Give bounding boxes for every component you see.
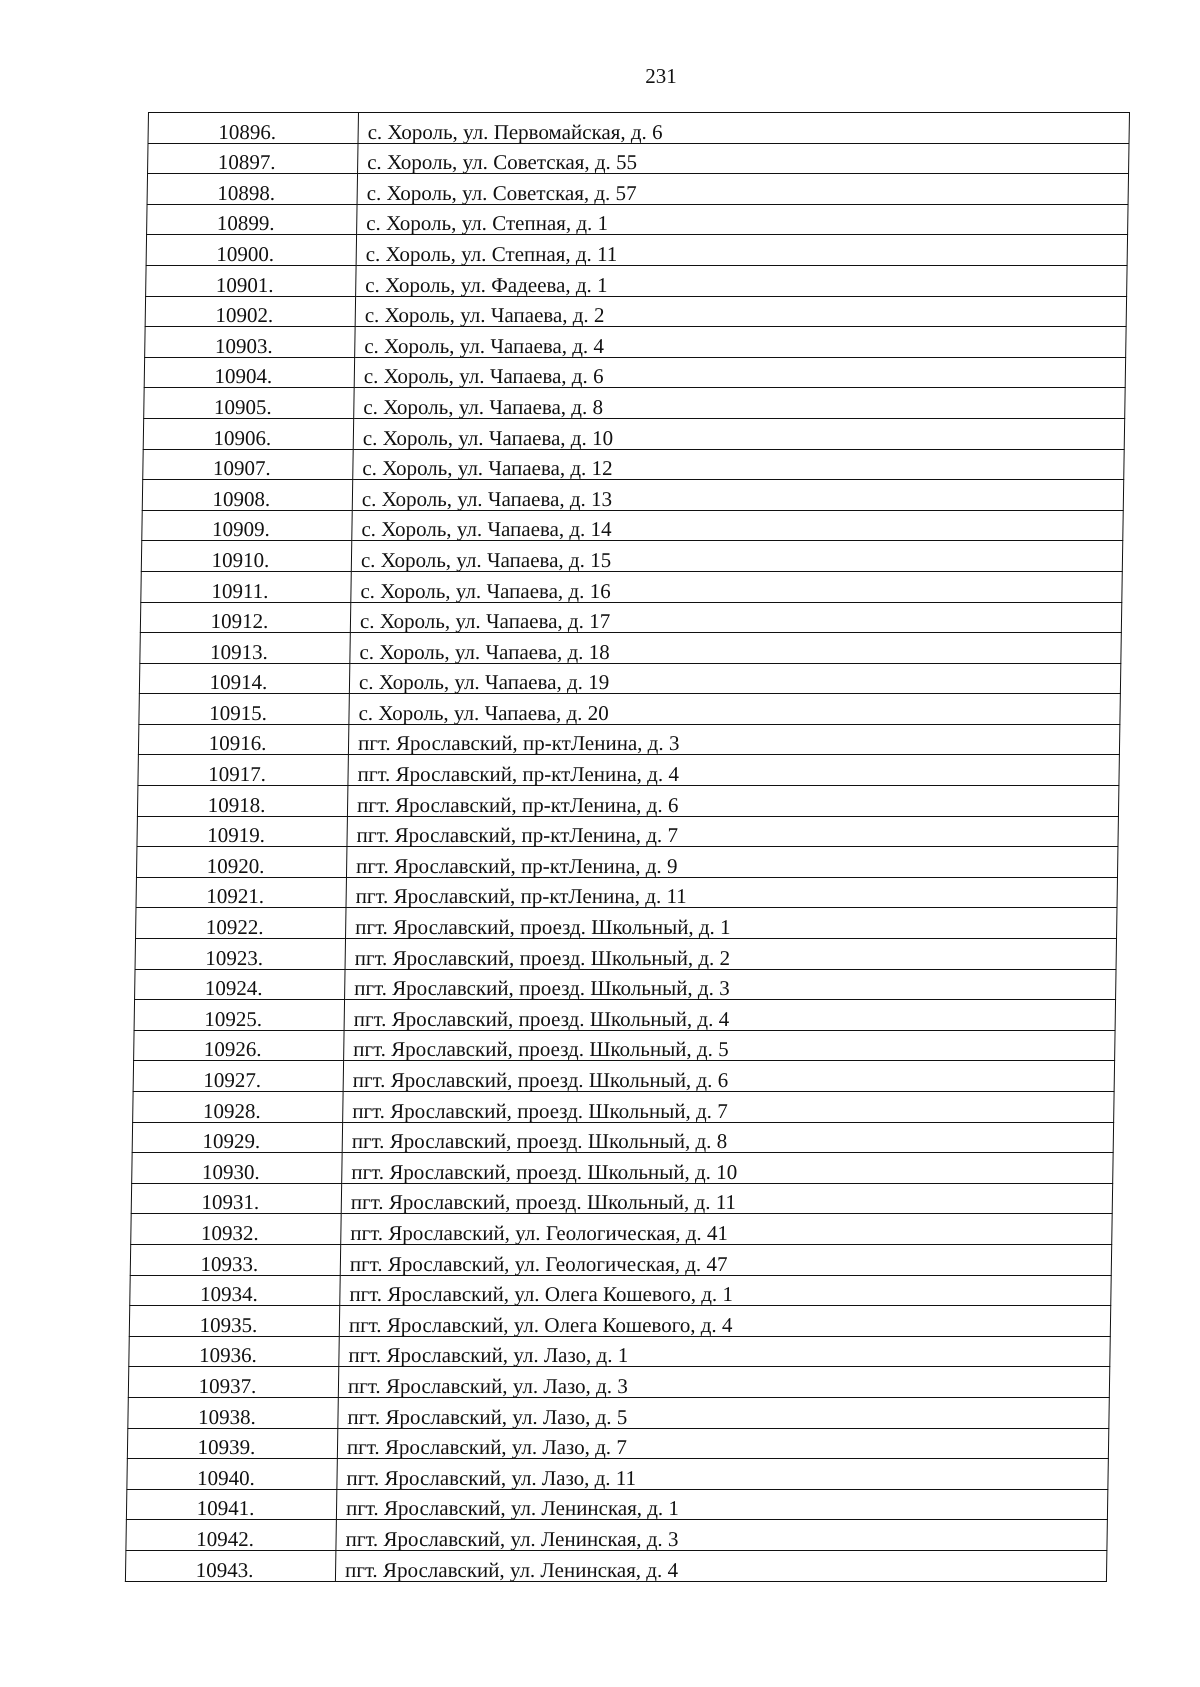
- table-row: [143, 449, 1124, 480]
- row-number: 10940.: [127, 1459, 337, 1490]
- table-row: [126, 1489, 1107, 1520]
- row-number: 10911.: [141, 571, 351, 602]
- row-address: пгт. Ярославский, проезд. Школьный, д. 7: [343, 1092, 1114, 1123]
- row-number: 10908.: [142, 480, 352, 511]
- row-number: 10928.: [133, 1092, 343, 1123]
- row-address: с. Хороль, ул. Чапаева, д. 10: [353, 418, 1124, 449]
- row-address: с. Хороль, ул. Чапаева, д. 18: [350, 633, 1121, 664]
- row-address: пгт. Ярославский, ул. Геологическая, д. 47: [340, 1244, 1111, 1275]
- row-number: 10933.: [130, 1244, 340, 1275]
- table-row: [129, 1336, 1110, 1367]
- row-number: 10897.: [148, 143, 358, 174]
- row-address: с. Хороль, ул. Чапаева, д. 4: [355, 327, 1126, 358]
- row-number: 10934.: [130, 1275, 340, 1306]
- table-row: [131, 1214, 1112, 1245]
- row-number: 10923.: [135, 939, 345, 970]
- row-number: 10938.: [128, 1397, 338, 1428]
- row-address: пгт. Ярославский, пр-ктЛенина, д. 6: [347, 786, 1118, 817]
- table-row: [129, 1306, 1110, 1337]
- row-address: пгт. Ярославский, ул. Лазо, д. 3: [338, 1367, 1109, 1398]
- table-row: [146, 235, 1127, 266]
- row-address: пгт. Ярославский, пр-ктЛенина, д. 11: [346, 877, 1117, 908]
- row-address: с. Хороль, ул. Степная, д. 1: [357, 204, 1128, 235]
- row-address: пгт. Ярославский, проезд. Школьный, д. 10: [342, 1153, 1113, 1184]
- row-address: с. Хороль, ул. Первомайская, д. 6: [358, 113, 1129, 144]
- table-row: [143, 418, 1124, 449]
- table-row: [135, 939, 1116, 970]
- row-address: пгт. Ярославский, пр-ктЛенина, д. 7: [347, 816, 1118, 847]
- row-number: 10903.: [145, 327, 355, 358]
- table-row: [127, 1459, 1108, 1490]
- table-row: [140, 602, 1121, 633]
- row-address: пгт. Ярославский, проезд. Школьный, д. 3: [345, 969, 1116, 1000]
- table-row: [141, 541, 1122, 572]
- row-address: пгт. Ярославский, ул. Лазо, д. 1: [339, 1336, 1110, 1367]
- row-number: 10939.: [127, 1428, 337, 1459]
- row-number: 10925.: [134, 1000, 344, 1031]
- row-number: 10896.: [148, 113, 358, 144]
- table-row: [139, 663, 1120, 694]
- row-number: 10916.: [138, 724, 348, 755]
- row-address: пгт. Ярославский, проезд. Школьный, д. 4: [344, 1000, 1115, 1031]
- table-row: [133, 1092, 1114, 1123]
- table-row: [136, 877, 1117, 908]
- row-number: 10901.: [146, 265, 356, 296]
- row-number: 10913.: [140, 633, 350, 664]
- table-row: [147, 204, 1128, 235]
- table-row: [134, 1030, 1115, 1061]
- row-number: 10941.: [126, 1489, 336, 1520]
- row-number: 10920.: [136, 847, 346, 878]
- table-row: [146, 265, 1127, 296]
- row-number: 10914.: [139, 663, 349, 694]
- table-row: [131, 1183, 1112, 1214]
- row-address: пгт. Ярославский, проезд. Школьный, д. 6: [343, 1061, 1114, 1092]
- row-address: с. Хороль, ул. Чапаева, д. 20: [349, 694, 1120, 725]
- row-number: 10921.: [136, 877, 346, 908]
- row-address: пгт. Ярославский, ул. Олега Кошевого, д. 1: [340, 1275, 1111, 1306]
- table-row: [132, 1153, 1113, 1184]
- table-row: [133, 1061, 1114, 1092]
- row-address: с. Хороль, ул. Советская, д. 57: [357, 174, 1128, 205]
- row-number: 10918.: [137, 786, 347, 817]
- row-number: 10917.: [138, 755, 348, 786]
- row-address: с. Хороль, ул. Чапаева, д. 12: [353, 449, 1124, 480]
- row-address: с. Хороль, ул. Фадеева, д. 1: [356, 265, 1127, 296]
- row-address: с. Хороль, ул. Чапаева, д. 13: [352, 480, 1123, 511]
- row-address: с. Хороль, ул. Степная, д. 11: [356, 235, 1127, 266]
- row-address: пгт. Ярославский, пр-ктЛенина, д. 4: [348, 755, 1119, 786]
- table-row: [136, 847, 1117, 878]
- address-table-body: [125, 113, 1129, 1582]
- table-row: [141, 571, 1122, 602]
- row-number: 10931.: [131, 1183, 341, 1214]
- row-number: 10937.: [128, 1367, 338, 1398]
- table-row: [138, 724, 1119, 755]
- row-address: с. Хороль, ул. Чапаева, д. 2: [355, 296, 1126, 327]
- row-address: с. Хороль, ул. Чапаева, д. 6: [354, 357, 1125, 388]
- row-number: 10927.: [133, 1061, 343, 1092]
- row-address: пгт. Ярославский, ул. Олега Кошевого, д. 4: [339, 1306, 1110, 1337]
- row-address: пгт. Ярославский, ул. Ленинская, д. 3: [336, 1520, 1107, 1551]
- row-address: с. Хороль, ул. Чапаева, д. 17: [350, 602, 1121, 633]
- row-number: 10909.: [142, 510, 352, 541]
- table-row: [140, 633, 1121, 664]
- row-number: 10904.: [144, 357, 354, 388]
- row-number: 10936.: [129, 1336, 339, 1367]
- row-address: с. Хороль, ул. Чапаева, д. 15: [351, 541, 1122, 572]
- row-number: 10915.: [139, 694, 349, 725]
- row-address: пгт. Ярославский, ул. Лазо, д. 11: [337, 1459, 1108, 1490]
- row-address: пгт. Ярославский, проезд. Школьный, д. 2: [345, 939, 1116, 970]
- row-address: пгт. Ярославский, проезд. Школьный, д. 1: [346, 908, 1117, 939]
- table-row: [142, 480, 1123, 511]
- row-address: пгт. Ярославский, пр-ктЛенина, д. 3: [348, 724, 1119, 755]
- table-row: [128, 1397, 1109, 1428]
- table-row: [138, 755, 1119, 786]
- row-number: 10907.: [143, 449, 353, 480]
- row-number: 10898.: [147, 174, 357, 205]
- row-number: 10924.: [135, 969, 345, 1000]
- table-row: [145, 327, 1126, 358]
- table-row: [132, 1122, 1113, 1153]
- row-number: 10926.: [134, 1030, 344, 1061]
- table-row: [135, 969, 1116, 1000]
- row-number: 10912.: [140, 602, 350, 633]
- table-row: [148, 143, 1129, 174]
- row-number: 10905.: [144, 388, 354, 419]
- table-row: [145, 296, 1126, 327]
- table-row: [147, 174, 1128, 205]
- table-row: [142, 510, 1123, 541]
- table-row: [139, 694, 1120, 725]
- table-row: [136, 908, 1117, 939]
- table-row: [128, 1367, 1109, 1398]
- table-row: [144, 388, 1125, 419]
- row-address: пгт. Ярославский, ул. Ленинская, д. 4: [335, 1550, 1106, 1581]
- row-address: пгт. Ярославский, проезд. Школьный, д. 8: [342, 1122, 1113, 1153]
- row-address: пгт. Ярославский, ул. Геологическая, д. 41: [341, 1214, 1112, 1245]
- row-number: 10942.: [126, 1520, 336, 1551]
- row-number: 10902.: [145, 296, 355, 327]
- row-number: 10943.: [125, 1550, 335, 1581]
- table-row: [125, 1550, 1106, 1581]
- row-address: с. Хороль, ул. Чапаева, д. 8: [354, 388, 1125, 419]
- row-address: с. Хороль, ул. Чапаева, д. 14: [352, 510, 1123, 541]
- table-row: [134, 1000, 1115, 1031]
- row-address: пгт. Ярославский, проезд. Школьный, д. 11: [341, 1183, 1112, 1214]
- table-row: [148, 113, 1129, 144]
- table-row: [137, 816, 1118, 847]
- row-number: 10935.: [129, 1306, 339, 1337]
- row-number: 10929.: [132, 1122, 342, 1153]
- row-number: 10930.: [132, 1153, 342, 1184]
- row-address: пгт. Ярославский, ул. Ленинская, д. 1: [336, 1489, 1107, 1520]
- table-row: [144, 357, 1125, 388]
- row-number: 10922.: [136, 908, 346, 939]
- row-address: с. Хороль, ул. Чапаева, д. 16: [351, 571, 1122, 602]
- page-number: 231: [645, 64, 677, 88]
- table-row: [137, 786, 1118, 817]
- row-address: с. Хороль, ул. Советская, д. 55: [358, 143, 1129, 174]
- row-address: пгт. Ярославский, проезд. Школьный, д. 5: [344, 1030, 1115, 1061]
- row-address: с. Хороль, ул. Чапаева, д. 19: [349, 663, 1120, 694]
- row-number: 10899.: [147, 204, 357, 235]
- address-table: [125, 112, 1130, 1582]
- table-row: [130, 1244, 1111, 1275]
- row-number: 10910.: [141, 541, 351, 572]
- table-row: [126, 1520, 1107, 1551]
- row-address: пгт. Ярославский, пр-ктЛенина, д. 9: [346, 847, 1117, 878]
- row-number: 10900.: [146, 235, 356, 266]
- row-address: пгт. Ярославский, ул. Лазо, д. 7: [337, 1428, 1108, 1459]
- row-number: 10932.: [131, 1214, 341, 1245]
- row-number: 10906.: [143, 418, 353, 449]
- row-address: пгт. Ярославский, ул. Лазо, д. 5: [338, 1397, 1109, 1428]
- table-row: [127, 1428, 1108, 1459]
- row-number: 10919.: [137, 816, 347, 847]
- table-row: [130, 1275, 1111, 1306]
